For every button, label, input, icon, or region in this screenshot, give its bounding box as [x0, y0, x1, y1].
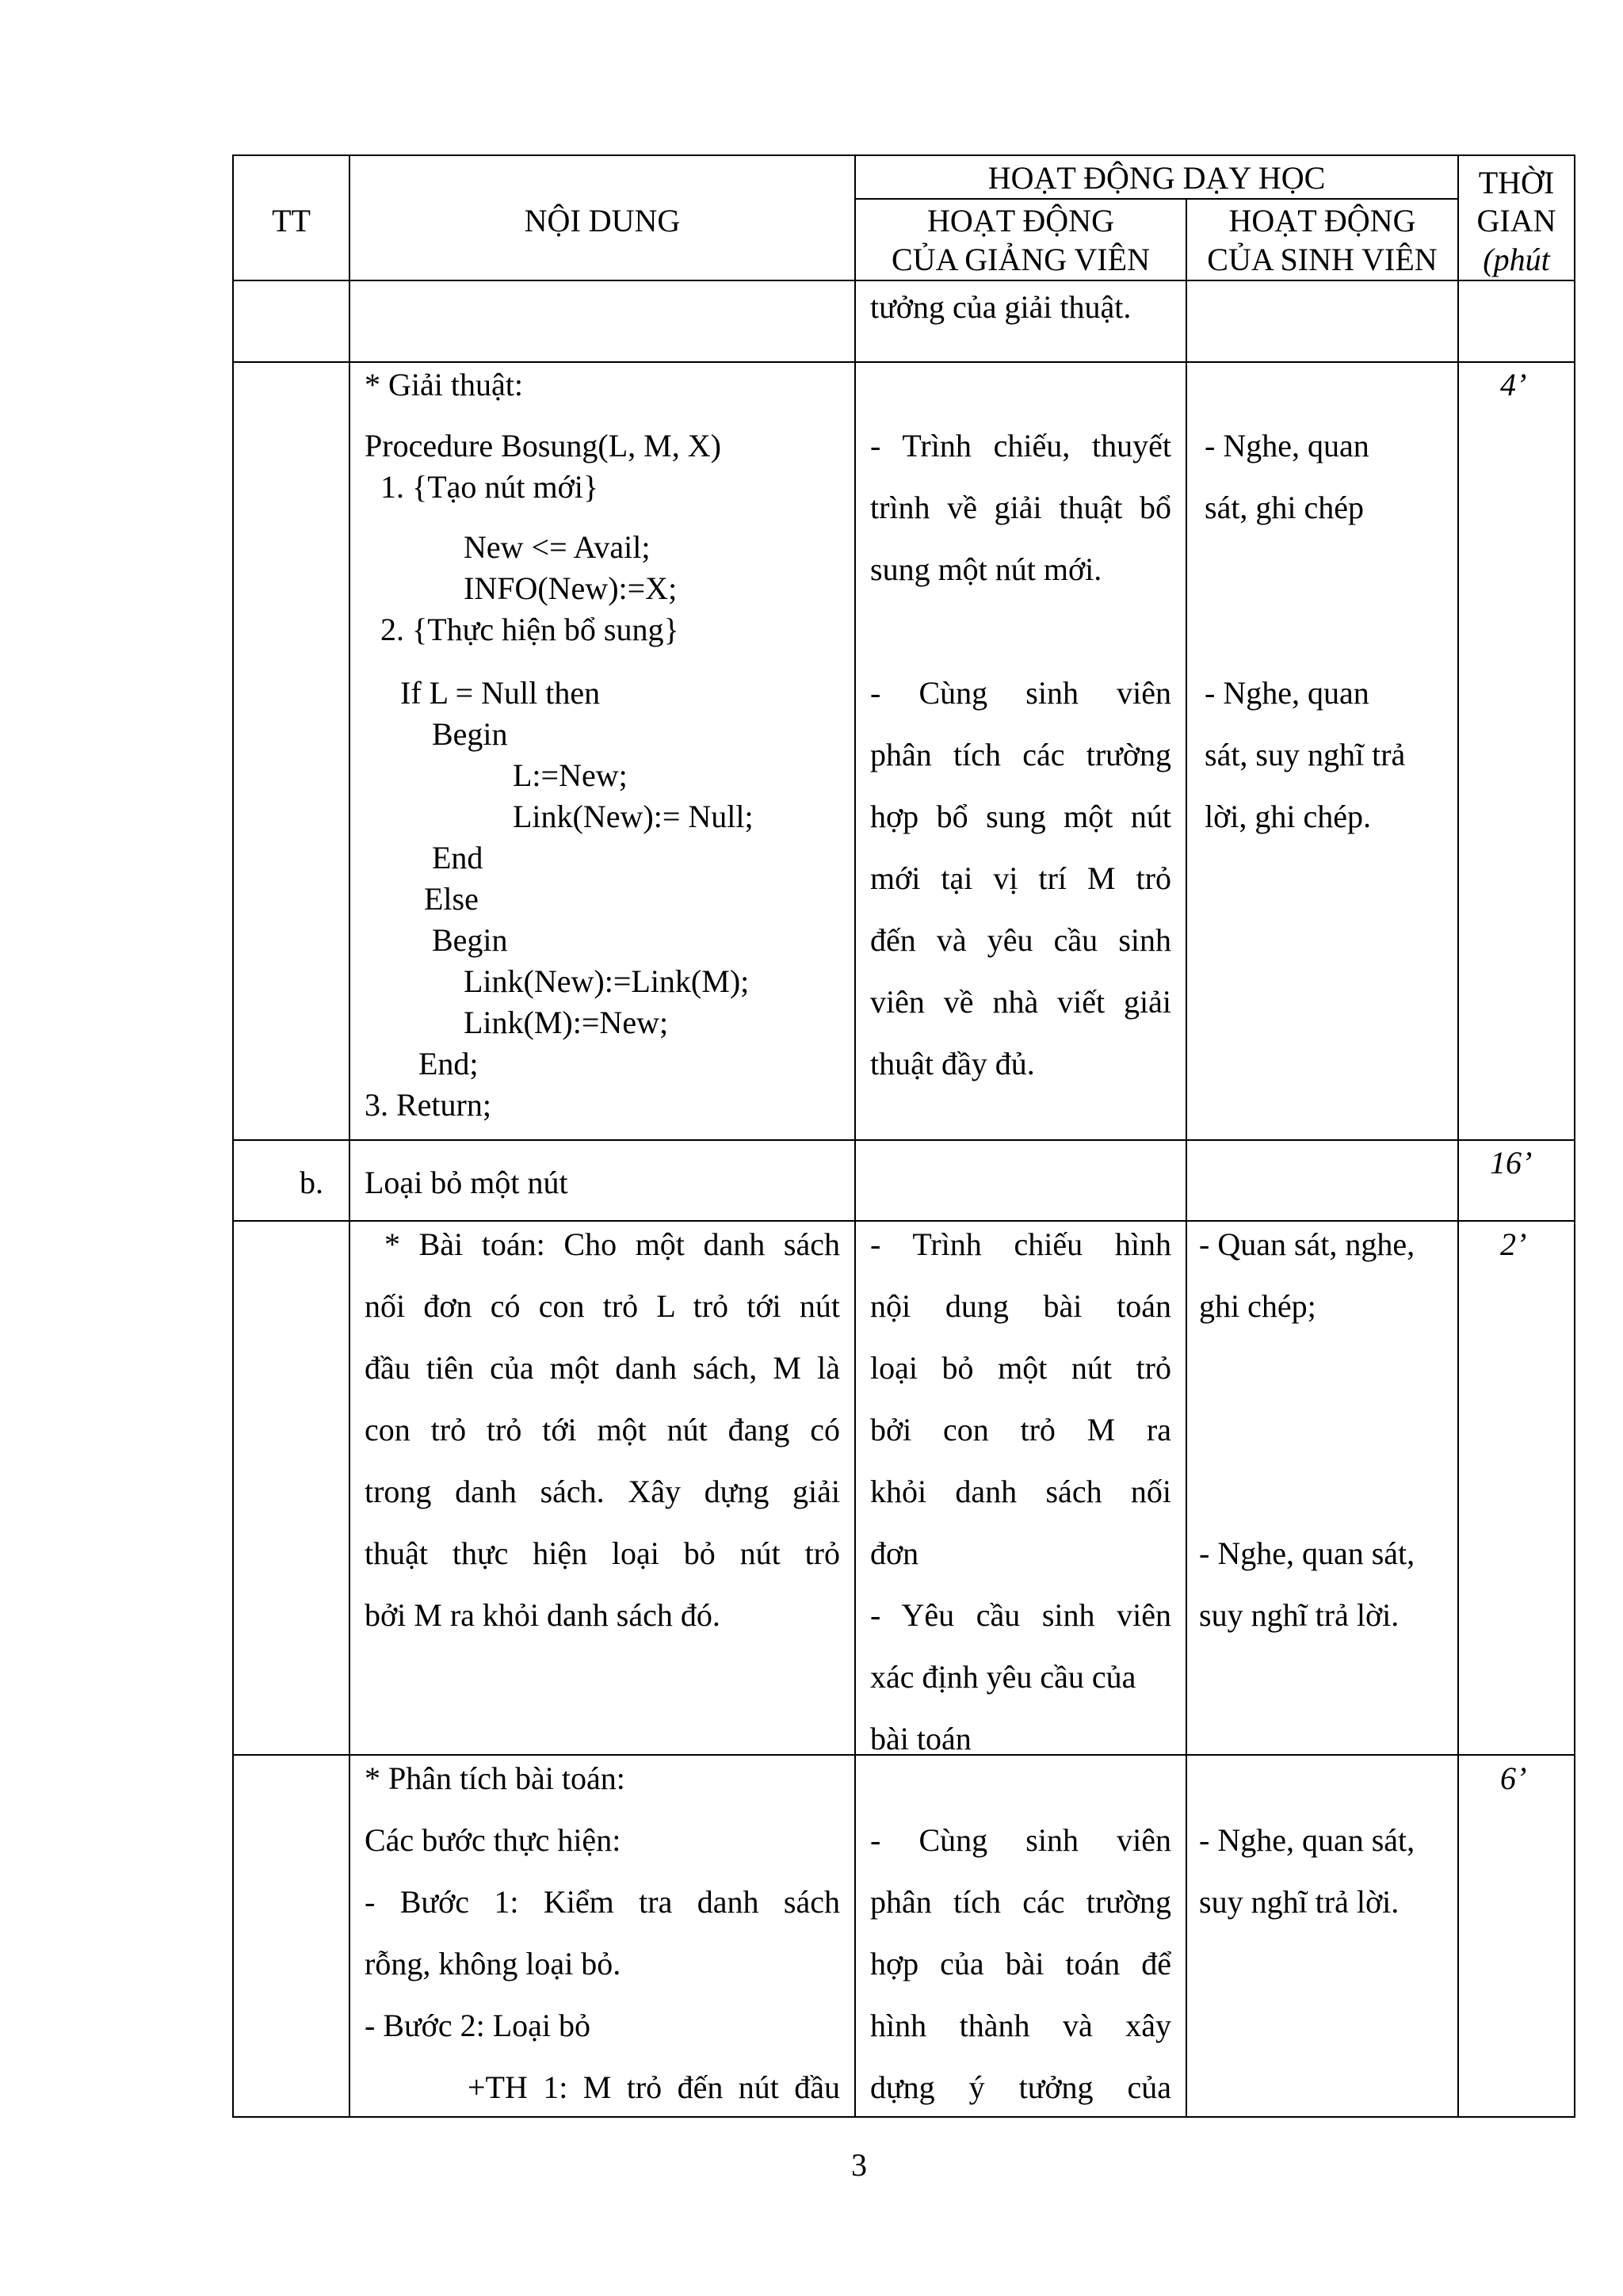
- code-line: New <= Avail;: [464, 529, 651, 565]
- gv-line: phân tích các trường: [870, 737, 1171, 772]
- sv-line: - Nghe, quan: [1205, 428, 1369, 463]
- sv-line: - Quan sát, nghe,: [1199, 1226, 1415, 1262]
- header-hoat-dong-gv-line2: CỦA GIẢNG VIÊN: [892, 242, 1150, 277]
- gv-line: - Trình chiếu, thuyết: [870, 428, 1171, 463]
- content-line: Các bước thực hiện:: [365, 1822, 621, 1858]
- content-line: rỗng, không loại bỏ.: [365, 1946, 621, 1981]
- table-border-right: [1574, 154, 1575, 2118]
- code-line: End: [432, 840, 483, 875]
- row5-time: 6’: [1500, 1760, 1527, 1796]
- sv-line: - Nghe, quan sát,: [1199, 1822, 1415, 1858]
- header-thoi-gian-line3: (phút: [1483, 242, 1550, 277]
- content-line: đầu tiên của một danh sách, M là: [365, 1350, 840, 1386]
- code-line: End;: [418, 1046, 479, 1081]
- sv-line: suy nghĩ trả lời.: [1199, 1884, 1400, 1920]
- gv-line: mới tại vị trí M trỏ: [870, 860, 1171, 896]
- header-hoat-dong-sv-line2: CỦA SINH VIÊN: [1207, 242, 1438, 277]
- content-line: con trỏ trỏ tới một nút đang có: [365, 1412, 840, 1447]
- content-line: - Bước 2: Loại bỏ: [365, 2008, 590, 2043]
- code-line: Link(New):=Link(M);: [464, 963, 750, 999]
- header-tt: TT: [272, 203, 311, 238]
- sv-line: suy nghĩ trả lời.: [1199, 1597, 1400, 1633]
- code-line: Link(M):=New;: [464, 1005, 669, 1040]
- gv-line: hợp bổ sung một nút: [870, 799, 1171, 834]
- content-line: bởi M ra khỏi danh sách đó.: [365, 1597, 720, 1633]
- gv-line: bởi con trỏ M ra: [870, 1412, 1171, 1447]
- gv-line: hình thành và xây: [870, 2008, 1171, 2043]
- row-divider-2: [232, 1139, 1575, 1141]
- code-line: 1. {Tạo nút mới}: [365, 469, 599, 505]
- sv-line: lời, ghi chép.: [1205, 799, 1371, 834]
- header-subdivider: [854, 198, 1459, 200]
- content-line: trong danh sách. Xây dựng giải: [365, 1474, 840, 1509]
- code-line: Procedure Bosung(L, M, X): [365, 428, 721, 463]
- row3-time: 16’: [1490, 1145, 1533, 1180]
- gv-line: - Cùng sinh viên: [870, 1822, 1171, 1858]
- code-line: If L = Null then: [400, 675, 601, 711]
- gv-line: viên về nhà viết giải: [870, 984, 1171, 1020]
- row2-time: 4’: [1500, 367, 1527, 402]
- header-hoat-dong-gv-line1: HOẠT ĐỘNG: [927, 203, 1114, 238]
- gv-line: sung một nút mới.: [870, 551, 1102, 587]
- header-bottom-line: [232, 280, 1575, 281]
- gv-line: - Cùng sinh viên: [870, 675, 1171, 711]
- gv-line: - Trình chiếu hình: [870, 1226, 1171, 1262]
- gv-line: hợp của bài toán để: [870, 1946, 1171, 1981]
- table-border-left: [232, 154, 234, 2118]
- gv-line: - Yêu cầu sinh viên: [870, 1597, 1171, 1633]
- row3-tt: b.: [300, 1165, 323, 1200]
- header-hoat-dong-sv-line1: HOẠT ĐỘNG: [1228, 203, 1416, 238]
- row4-time: 2’: [1500, 1226, 1527, 1262]
- content-line: - Bước 1: Kiểm tra danh sách: [365, 1884, 840, 1920]
- gv-line: bài toán: [870, 1721, 972, 1756]
- code-line: Begin: [432, 716, 508, 752]
- gv-line: đến và yêu cầu sinh: [870, 922, 1171, 958]
- code-line: INFO(New):=X;: [464, 570, 678, 606]
- column-divider-sv: [1457, 154, 1459, 2118]
- content-line: thuật thực hiện loại bỏ nút trỏ: [365, 1535, 840, 1571]
- gv-line: dựng ý tưởng của: [870, 2069, 1171, 2105]
- sv-line: - Nghe, quan: [1205, 675, 1369, 711]
- sv-line: - Nghe, quan sát,: [1199, 1535, 1415, 1571]
- content-line: +TH 1: M trỏ đến nút đầu: [468, 2069, 840, 2105]
- row-divider-1: [232, 361, 1575, 363]
- column-divider-tt: [349, 154, 350, 2118]
- gv-line: trình về giải thuật bổ: [870, 490, 1171, 525]
- gv-line: phân tích các trường: [870, 1884, 1171, 1920]
- gv-line: thuật đầy đủ.: [870, 1046, 1035, 1081]
- sv-line: sát, suy nghĩ trả: [1205, 737, 1406, 772]
- row2-title: * Giải thuật:: [365, 367, 523, 402]
- gv-line: khỏi danh sách nối: [870, 1474, 1171, 1509]
- column-divider-gv: [1186, 198, 1187, 2118]
- gv-line: đơn: [870, 1535, 919, 1571]
- gv-line: xác định yêu cầu của: [870, 1659, 1136, 1695]
- code-line: 2. {Thực hiện bổ sung}: [365, 612, 679, 647]
- sv-line: ghi chép;: [1199, 1288, 1316, 1324]
- content-line: nối đơn có con trỏ L trỏ tới nút: [365, 1288, 840, 1324]
- table-border-top: [232, 154, 1575, 156]
- table-border-bottom: [232, 2116, 1575, 2118]
- gv-line: nội dung bài toán: [870, 1288, 1171, 1324]
- content-line: * Phân tích bài toán:: [365, 1760, 625, 1796]
- code-line: 3. Return;: [365, 1087, 491, 1123]
- code-line: Else: [424, 881, 479, 917]
- row3-content: Loại bỏ một nút: [365, 1165, 568, 1200]
- header-thoi-gian-line1: THỜI: [1478, 165, 1555, 200]
- header-thoi-gian-line2: GIAN: [1476, 203, 1556, 238]
- code-line: Link(New):= Null;: [513, 799, 754, 834]
- sv-line: sát, ghi chép: [1205, 490, 1365, 525]
- code-line: Begin: [432, 922, 508, 958]
- page-number: 3: [851, 2147, 867, 2183]
- content-line: * Bài toán: Cho một danh sách: [384, 1226, 840, 1262]
- header-hoat-dong-day-hoc: HOẠT ĐỘNG DẠY HỌC: [987, 160, 1326, 196]
- column-divider-content: [854, 154, 856, 2118]
- row-divider-3: [232, 1220, 1575, 1222]
- row1-gv-text: tưởng của giải thuật.: [870, 289, 1132, 325]
- gv-line: loại bỏ một nút trỏ: [870, 1350, 1171, 1386]
- header-noi-dung: NỘI DUNG: [524, 203, 681, 238]
- code-line: L:=New;: [513, 757, 628, 793]
